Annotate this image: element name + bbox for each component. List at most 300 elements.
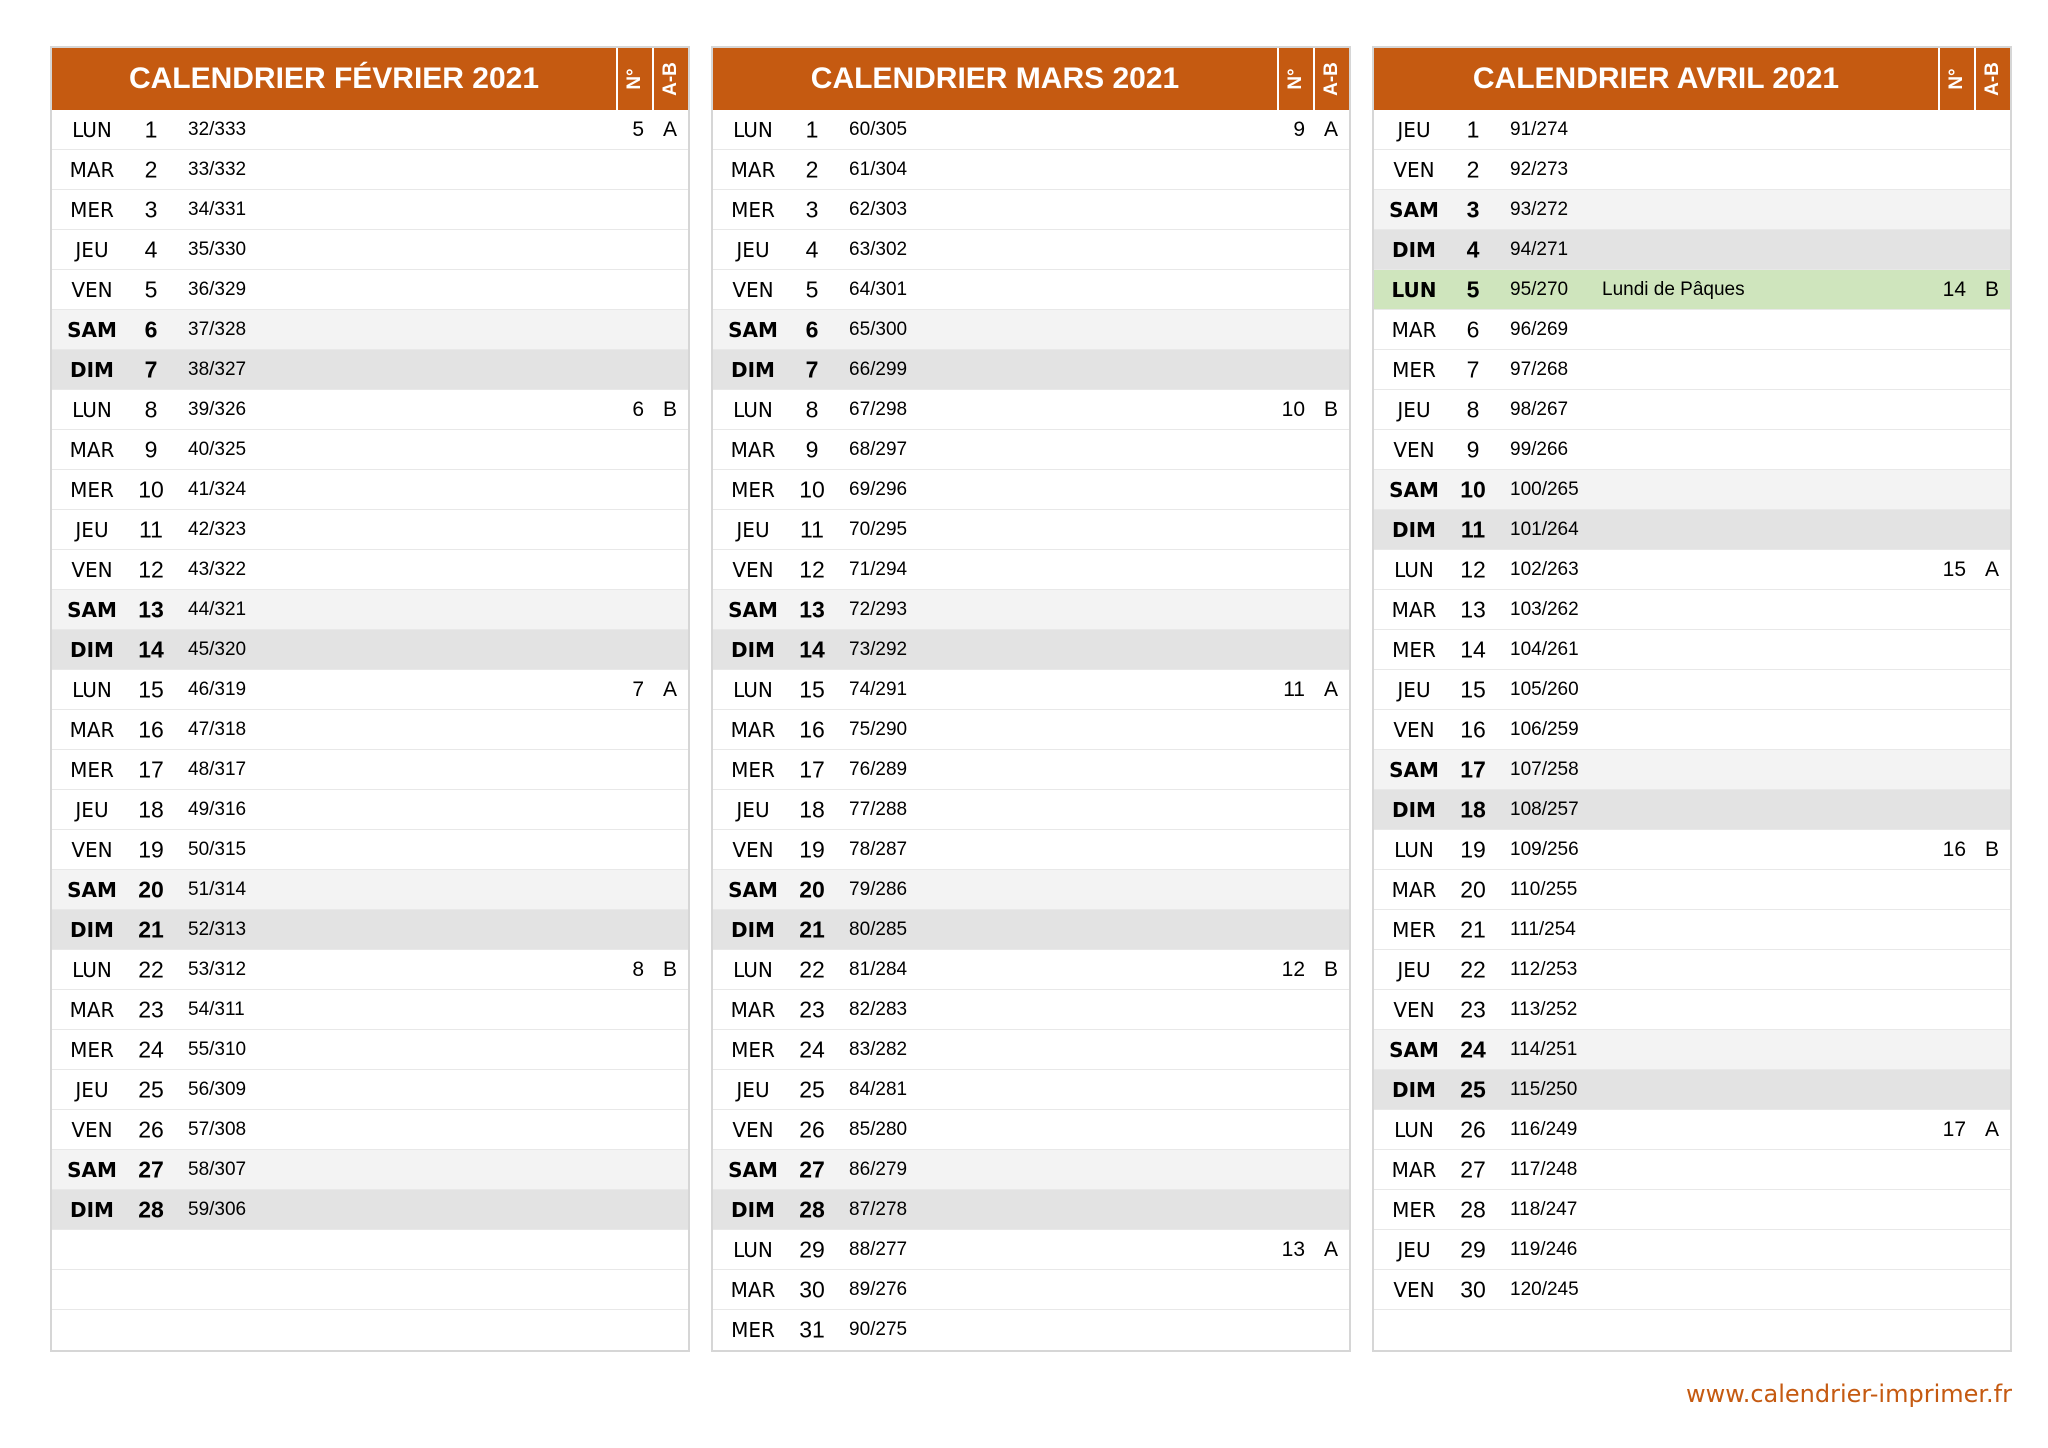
day-of-week: VEN: [1393, 437, 1435, 462]
day-number: 16: [1460, 716, 1486, 742]
day-of-year: 43/322: [188, 558, 247, 580]
day-of-year: 106/259: [1510, 718, 1579, 740]
day-of-week: JEU: [75, 797, 109, 822]
day-number: 28: [1460, 1196, 1486, 1222]
day-number: 21: [1460, 916, 1486, 942]
day-number: 26: [138, 1116, 164, 1142]
day-row: [1374, 550, 2010, 590]
day-number: 30: [799, 1276, 825, 1302]
day-of-year: 52/313: [188, 918, 247, 940]
day-row: [52, 390, 688, 430]
week-number: 12: [1281, 957, 1305, 981]
day-of-year: 69/296: [849, 478, 908, 500]
day-of-year: 65/300: [849, 318, 908, 340]
day-row: [52, 1190, 688, 1230]
day-number: 10: [138, 476, 164, 502]
day-of-week: SAM: [67, 1157, 117, 1182]
day-row: [713, 430, 1349, 470]
day-of-week: VEN: [1393, 997, 1435, 1022]
day-of-year: 107/258: [1510, 758, 1579, 780]
day-of-year: 89/276: [849, 1278, 908, 1300]
day-row: [713, 1230, 1349, 1270]
day-of-week: JEU: [736, 1077, 770, 1102]
day-row: [1374, 110, 2010, 150]
day-of-year: 79/286: [849, 878, 908, 900]
day-of-week: SAM: [1389, 1037, 1439, 1062]
day-of-week: VEN: [732, 837, 774, 862]
day-of-year: 113/252: [1510, 998, 1578, 1020]
day-of-year: 36/329: [188, 278, 247, 300]
day-row: [52, 310, 688, 350]
day-row: [1374, 710, 2010, 750]
day-of-year: 118/247: [1510, 1198, 1578, 1220]
day-of-year: 61/304: [849, 158, 908, 180]
day-of-year: 48/317: [188, 758, 247, 780]
week-number: 5: [632, 117, 644, 141]
day-row: [713, 830, 1349, 870]
day-number: 27: [1460, 1156, 1486, 1182]
day-of-week: VEN: [1393, 157, 1435, 182]
week-ab: A: [1323, 117, 1338, 141]
day-number: 18: [1460, 796, 1486, 822]
day-row: [52, 230, 688, 270]
day-row: [1374, 1270, 2010, 1310]
day-of-week: DIM: [1392, 237, 1436, 262]
day-of-year: 56/309: [188, 1078, 247, 1100]
day-of-year: 96/269: [1510, 318, 1569, 340]
day-of-year: 88/277: [849, 1238, 908, 1260]
day-row: [52, 470, 688, 510]
day-number: 26: [1460, 1116, 1486, 1142]
day-row: [52, 710, 688, 750]
day-of-year: 103/262: [1510, 598, 1579, 620]
day-of-week: VEN: [1393, 1277, 1435, 1302]
day-row: [713, 1310, 1349, 1350]
day-of-week: JEU: [1397, 117, 1431, 142]
day-number: 25: [1460, 1076, 1486, 1102]
day-row: [1374, 230, 2010, 270]
day-of-week: MER: [731, 1037, 775, 1062]
day-row: [52, 870, 688, 910]
day-of-year: 63/302: [849, 238, 908, 260]
day-of-year: 70/295: [849, 518, 908, 540]
day-of-week: MER: [70, 1037, 114, 1062]
day-row: [52, 910, 688, 950]
day-row: [1374, 630, 2010, 670]
day-row: [713, 1110, 1349, 1150]
day-number: 22: [1460, 956, 1486, 982]
day-of-week: MAR: [730, 1277, 776, 1302]
day-row: [1374, 590, 2010, 630]
day-number: 18: [138, 796, 164, 822]
week-ab-header: A-B: [1982, 62, 2003, 96]
day-number: 28: [799, 1196, 825, 1222]
day-of-week: VEN: [71, 557, 113, 582]
day-of-year: 51/314: [188, 878, 247, 900]
day-of-year: 87/278: [849, 1198, 908, 1220]
day-of-year: 91/274: [1510, 118, 1569, 140]
day-number: 1: [805, 116, 819, 142]
day-of-year: 80/285: [849, 918, 908, 940]
day-row: [1374, 750, 2010, 790]
day-of-week: DIM: [1392, 1077, 1436, 1102]
day-row: [713, 710, 1349, 750]
day-of-week: JEU: [1397, 677, 1431, 702]
day-number: 2: [1466, 156, 1480, 182]
day-of-week: MER: [70, 477, 114, 502]
week-number-header: N°: [1940, 48, 1976, 110]
calendar-title: CALENDRIER AVRIL 2021: [1374, 48, 1940, 110]
day-number: 8: [144, 396, 158, 422]
day-number: 27: [138, 1156, 164, 1182]
day-of-week: MAR: [730, 437, 776, 462]
calendar-april: [1372, 46, 2012, 1352]
day-number: 3: [805, 196, 819, 222]
day-of-week: VEN: [71, 837, 113, 862]
day-of-week: VEN: [71, 1117, 113, 1142]
day-of-year: 108/257: [1510, 798, 1579, 820]
day-number: 2: [144, 156, 158, 182]
day-of-week: JEU: [736, 517, 770, 542]
day-number: 3: [1466, 196, 1480, 222]
day-of-year: 85/280: [849, 1118, 908, 1140]
day-row: [1374, 430, 2010, 470]
week-ab-header: A-B: [660, 62, 681, 96]
day-of-week: LUN: [72, 957, 112, 982]
day-number: 19: [1460, 836, 1486, 862]
day-number: 2: [805, 156, 819, 182]
week-number-header: N°: [1279, 48, 1315, 110]
day-of-week: MER: [731, 477, 775, 502]
day-row: [713, 230, 1349, 270]
day-number: 26: [799, 1116, 825, 1142]
day-row: [713, 590, 1349, 630]
day-of-week: DIM: [731, 1197, 775, 1222]
day-of-year: 74/291: [849, 678, 908, 700]
day-number: 9: [144, 436, 158, 462]
day-of-year: 60/305: [849, 118, 908, 140]
day-number: 25: [799, 1076, 825, 1102]
day-of-week: LUN: [72, 677, 112, 702]
day-of-week: DIM: [731, 637, 775, 662]
day-of-year: 68/297: [849, 438, 908, 460]
day-row: [52, 750, 688, 790]
week-number: 16: [1942, 837, 1966, 861]
day-row: [713, 1190, 1349, 1230]
day-row: [713, 910, 1349, 950]
day-row: [1374, 390, 2010, 430]
day-of-week: VEN: [732, 277, 774, 302]
day-row: [52, 150, 688, 190]
day-row: [1374, 1310, 2010, 1350]
day-row: [713, 510, 1349, 550]
day-number: 7: [144, 356, 158, 382]
day-of-week: JEU: [75, 517, 109, 542]
calendar-february: [50, 46, 690, 1352]
day-number: 24: [799, 1036, 825, 1062]
day-of-week: SAM: [728, 877, 778, 902]
day-number: 29: [1460, 1236, 1486, 1262]
day-of-year: 97/268: [1510, 358, 1569, 380]
day-number: 28: [138, 1196, 164, 1222]
calendar-title: CALENDRIER MARS 2021: [713, 48, 1279, 110]
day-row: [713, 470, 1349, 510]
day-of-week: LUN: [733, 117, 773, 142]
day-of-year: 34/331: [188, 198, 247, 220]
week-number: 15: [1942, 557, 1966, 581]
day-of-week: MAR: [730, 157, 776, 182]
day-of-week: MER: [1392, 637, 1436, 662]
day-of-week: LUN: [72, 397, 112, 422]
day-row: [713, 670, 1349, 710]
day-row: [713, 110, 1349, 150]
week-ab: B: [662, 957, 677, 981]
day-of-week: MER: [731, 197, 775, 222]
day-row: [713, 1070, 1349, 1110]
day-number: 22: [799, 956, 825, 982]
day-number: 9: [1466, 436, 1480, 462]
day-row: [52, 430, 688, 470]
day-of-week: MAR: [1391, 317, 1437, 342]
day-number: 20: [138, 876, 164, 902]
day-number: 5: [1466, 276, 1480, 302]
day-row: [1374, 190, 2010, 230]
day-of-week: VEN: [732, 557, 774, 582]
day-of-week: JEU: [1397, 397, 1431, 422]
day-row: [52, 1070, 688, 1110]
day-of-week: JEU: [736, 797, 770, 822]
day-number: 9: [805, 436, 819, 462]
day-of-week: MAR: [1391, 597, 1437, 622]
day-of-week: LUN: [1391, 277, 1437, 302]
day-number: 16: [799, 716, 825, 742]
day-of-week: DIM: [731, 917, 775, 942]
day-of-week: DIM: [70, 1197, 114, 1222]
day-of-week: MER: [731, 757, 775, 782]
day-number: 7: [805, 356, 819, 382]
day-of-year: 45/320: [188, 638, 247, 660]
day-row: [713, 1150, 1349, 1190]
day-row: [52, 1110, 688, 1150]
day-row: [1374, 790, 2010, 830]
day-of-week: SAM: [728, 1157, 778, 1182]
day-number: 5: [805, 276, 819, 302]
day-number: 11: [800, 516, 824, 542]
day-row: [52, 1270, 688, 1310]
day-of-week: MAR: [1391, 877, 1437, 902]
day-number: 31: [799, 1316, 825, 1343]
day-of-year: 50/315: [188, 838, 247, 860]
day-number: 6: [805, 316, 819, 342]
day-of-year: 55/310: [188, 1038, 247, 1060]
day-of-year: 47/318: [188, 718, 247, 740]
day-of-year: 100/265: [1510, 478, 1579, 500]
day-of-year: 32/333: [188, 118, 247, 140]
day-of-week: LUN: [72, 117, 112, 142]
day-number: 14: [799, 636, 825, 662]
day-of-year: 49/316: [188, 798, 247, 820]
day-of-week: MER: [1392, 917, 1436, 942]
day-number: 22: [138, 956, 164, 982]
day-of-year: 75/290: [849, 718, 908, 740]
day-row: [1374, 1230, 2010, 1270]
day-number: 15: [799, 676, 825, 702]
day-of-week: DIM: [70, 917, 114, 942]
day-row: [1374, 1030, 2010, 1070]
day-of-week: VEN: [1393, 717, 1435, 742]
day-of-year: 57/308: [188, 1118, 247, 1140]
week-ab: A: [662, 117, 677, 141]
day-row: [52, 1230, 688, 1270]
day-row: [713, 270, 1349, 310]
day-of-year: 115/250: [1510, 1078, 1578, 1100]
week-ab: B: [1323, 957, 1338, 981]
day-number: 6: [144, 316, 158, 342]
day-of-year: 114/251: [1510, 1038, 1578, 1060]
day-of-week: LUN: [733, 957, 773, 982]
day-of-year: 39/326: [188, 398, 247, 420]
day-number: 10: [1460, 476, 1486, 502]
day-of-week: JEU: [75, 237, 109, 262]
day-row: [52, 990, 688, 1030]
day-number: 15: [138, 676, 164, 702]
day-row: [1374, 870, 2010, 910]
week-ab-header: A-B: [1321, 62, 1342, 96]
day-of-week: JEU: [736, 237, 770, 262]
day-of-week: SAM: [1389, 477, 1439, 502]
day-of-year: 59/306: [188, 1198, 247, 1220]
day-of-year: 53/312: [188, 958, 247, 980]
holiday-label: Lundi de Pâques: [1602, 278, 1745, 300]
day-of-year: 41/324: [188, 478, 247, 500]
day-of-year: 42/323: [188, 518, 247, 540]
week-ab: A: [1323, 1237, 1338, 1261]
day-row: [52, 190, 688, 230]
week-ab: A: [1323, 677, 1338, 701]
day-of-year: 117/248: [1510, 1158, 1578, 1180]
day-of-year: 77/288: [849, 798, 908, 820]
day-of-year: 73/292: [849, 638, 908, 660]
day-of-week: SAM: [67, 317, 117, 342]
week-ab: A: [662, 677, 677, 701]
day-of-year: 101/264: [1510, 518, 1579, 540]
day-number: 1: [144, 116, 158, 142]
day-of-week: VEN: [71, 277, 113, 302]
day-of-week: DIM: [70, 357, 114, 382]
day-of-week: MAR: [1391, 1157, 1437, 1182]
day-row: [713, 310, 1349, 350]
day-of-year: 94/271: [1510, 238, 1569, 260]
day-of-week: JEU: [1397, 1237, 1431, 1262]
day-row: [1374, 990, 2010, 1030]
week-number: 9: [1293, 117, 1305, 141]
week-number: 13: [1281, 1237, 1305, 1261]
day-number: 4: [144, 236, 158, 262]
day-row: [1374, 470, 2010, 510]
day-number: 15: [1460, 676, 1486, 702]
day-row: [1374, 1070, 2010, 1110]
day-of-week: MER: [70, 197, 114, 222]
day-of-year: 54/311: [188, 998, 245, 1020]
day-of-year: 111/254: [1510, 918, 1576, 940]
day-of-year: 35/330: [188, 238, 247, 260]
day-row: [1374, 670, 2010, 710]
day-of-year: 104/261: [1510, 638, 1579, 660]
day-of-year: 44/321: [188, 598, 247, 620]
day-of-year: 37/328: [188, 318, 247, 340]
day-row: [52, 1030, 688, 1070]
day-of-week: SAM: [1389, 197, 1439, 222]
day-number: 7: [1466, 356, 1480, 382]
day-number: 23: [1460, 996, 1486, 1022]
day-number: 16: [138, 716, 164, 742]
day-row: [1374, 510, 2010, 550]
day-of-week: LUN: [733, 677, 773, 702]
day-row: [1374, 150, 2010, 190]
day-number: 8: [805, 396, 819, 422]
day-of-week: LUN: [733, 397, 773, 422]
day-row: [713, 550, 1349, 590]
day-of-year: 119/246: [1510, 1238, 1578, 1260]
day-number: 24: [1460, 1036, 1486, 1062]
day-of-week: MER: [1392, 1197, 1436, 1222]
day-number: 13: [799, 596, 825, 622]
day-row: [1374, 1150, 2010, 1190]
day-of-year: 83/282: [849, 1038, 908, 1060]
day-number: 21: [138, 916, 164, 942]
day-row: [1374, 1190, 2010, 1230]
day-of-year: 40/325: [188, 438, 247, 460]
day-of-week: SAM: [728, 317, 778, 342]
day-number: 12: [138, 556, 164, 582]
day-row: [52, 630, 688, 670]
day-of-year: 81/284: [849, 958, 908, 980]
day-of-year: 66/299: [849, 358, 908, 380]
day-row: [52, 950, 688, 990]
day-number: 17: [138, 756, 164, 782]
day-of-year: 99/266: [1510, 438, 1569, 460]
day-row: [713, 190, 1349, 230]
day-number: 14: [138, 636, 164, 662]
day-of-year: 116/249: [1510, 1118, 1578, 1140]
day-row: [52, 790, 688, 830]
day-of-week: LUN: [1394, 1117, 1434, 1142]
footer-website: www.calendrier-imprimer.fr: [1686, 1380, 2012, 1408]
day-row: [1374, 830, 2010, 870]
day-of-year: 102/263: [1510, 558, 1579, 580]
day-of-week: LUN: [1394, 557, 1434, 582]
day-of-week: LUN: [1394, 837, 1434, 862]
day-of-year: 86/279: [849, 1158, 908, 1180]
day-number: 12: [799, 556, 825, 582]
week-number: 11: [1283, 677, 1305, 701]
day-number: 12: [1460, 556, 1486, 582]
week-number: 14: [1942, 277, 1966, 301]
day-number: 4: [1466, 236, 1480, 262]
day-row: [52, 510, 688, 550]
day-number: 6: [1466, 316, 1480, 342]
week-ab: B: [1323, 397, 1338, 421]
day-of-year: 93/272: [1510, 198, 1569, 220]
day-of-year: 90/275: [849, 1319, 908, 1340]
week-ab: B: [1984, 277, 1999, 301]
day-row: [52, 350, 688, 390]
day-number: 13: [1460, 596, 1486, 622]
day-of-year: 67/298: [849, 398, 908, 420]
week-number: 8: [632, 957, 644, 981]
day-of-year: 109/256: [1510, 838, 1579, 860]
day-of-week: MAR: [730, 717, 776, 742]
